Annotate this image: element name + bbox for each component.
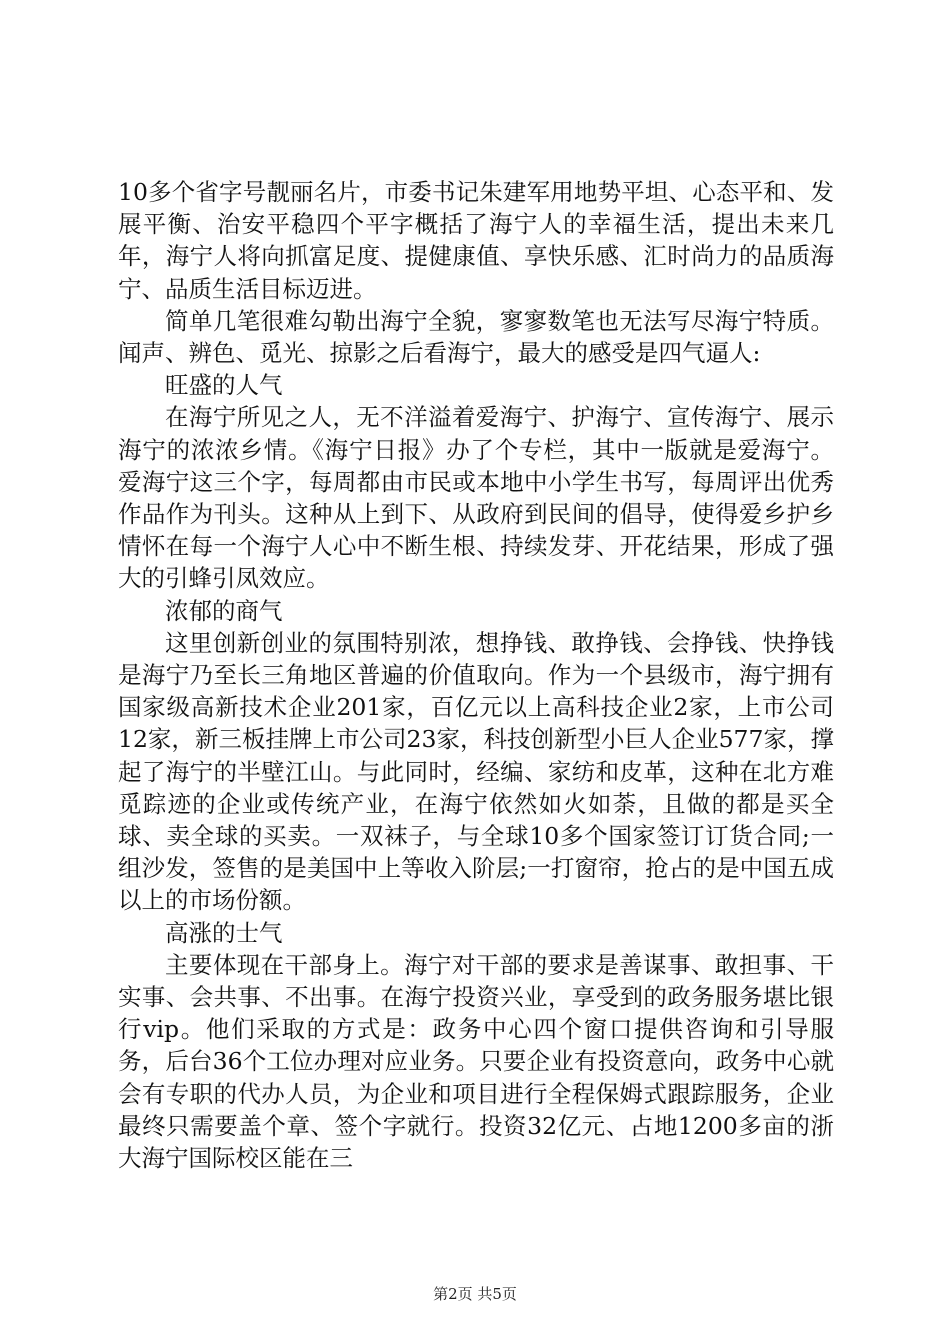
section-heading-shangqi: 浓郁的商气 [165,596,283,625]
section-heading-renqi: 旺盛的人气 [165,371,283,400]
paragraph-continuation: 10多个省字号靓丽名片，市委书记朱建军用地势平坦、心态平和、发展平衡、治安平稳四个平字概括了海宁人的幸福生活，提出未来几年，海宁人将向抓富足度、提健康值、享快乐感、汇时尚力的品质海宁、品质生活目标迈进。 [118,178,834,303]
paragraph-shangqi: 这里创新创业的氛围特别浓，想挣钱、敢挣钱、会挣钱、快挣钱是海宁乃至长三角地区普遍的价值取向。作为一个县级市，海宁拥有国家级高新技术企业201家，百亿元以上高科技企业2家，上市公司12家，新三板挂牌上市公司23家，科技创新型小巨人企业577家，撑起了海宁的半壁江山。与此同时，经编、家纺和皮革，这种在北方难觅踪迹的企业或传统产业，在海宁依然如火如荼，且做的都是买全球、卖全球的买卖。一双袜子，与全球10多个国家签订订货合同;一组沙发，签售的是美国中上等收入阶层;一打窗帘，抢占的是中国五成以上的市场份额。 [118,628,834,915]
paragraph-renqi: 在海宁所见之人，无不洋溢着爱海宁、护海宁、宣传海宁、展示海宁的浓浓乡情。《海宁日报》办了个专栏，其中一版就是爱海宁。爱海宁这三个字，每周都由市民或本地中小学生书写，每周评出优秀作品作为刊头。这种从上到下、从政府到民间的倡导，使得爱乡护乡情怀在每一个海宁人心中不断生根、持续发芽、开花结果，形成了强大的引蜂引凤效应。 [118,403,834,593]
paragraph-intro: 简单几笔很难勾勒出海宁全貌，寥寥数笔也无法写尽海宁特质。闻声、辨色、觅光、掠影之后看海宁，最大的感受是四气逼人: [118,306,834,368]
section-heading-shiqi: 高涨的士气 [165,918,283,947]
body-text [118,176,834,1174]
page-footer: 第2页 共5页 [433,1285,517,1303]
paragraph-shiqi: 主要体现在干部身上。海宁对干部的要求是善谋事、敢担事、干实事、会共事、不出事。在海宁投资兴业，享受到的政务服务堪比银行vip。他们采取的方式是：政务中心四个窗口提供咨询和引导服务，后台36个工位办理对应业务。只要企业有投资意向，政务中心就会有专职的代办人员，为企业和项目进行全程保姆式跟踪服务，企业最终只需要盖个章、签个字就行。投资32亿元、占地1200多亩的浙大海宁国际校区能在三 [118,950,834,1173]
